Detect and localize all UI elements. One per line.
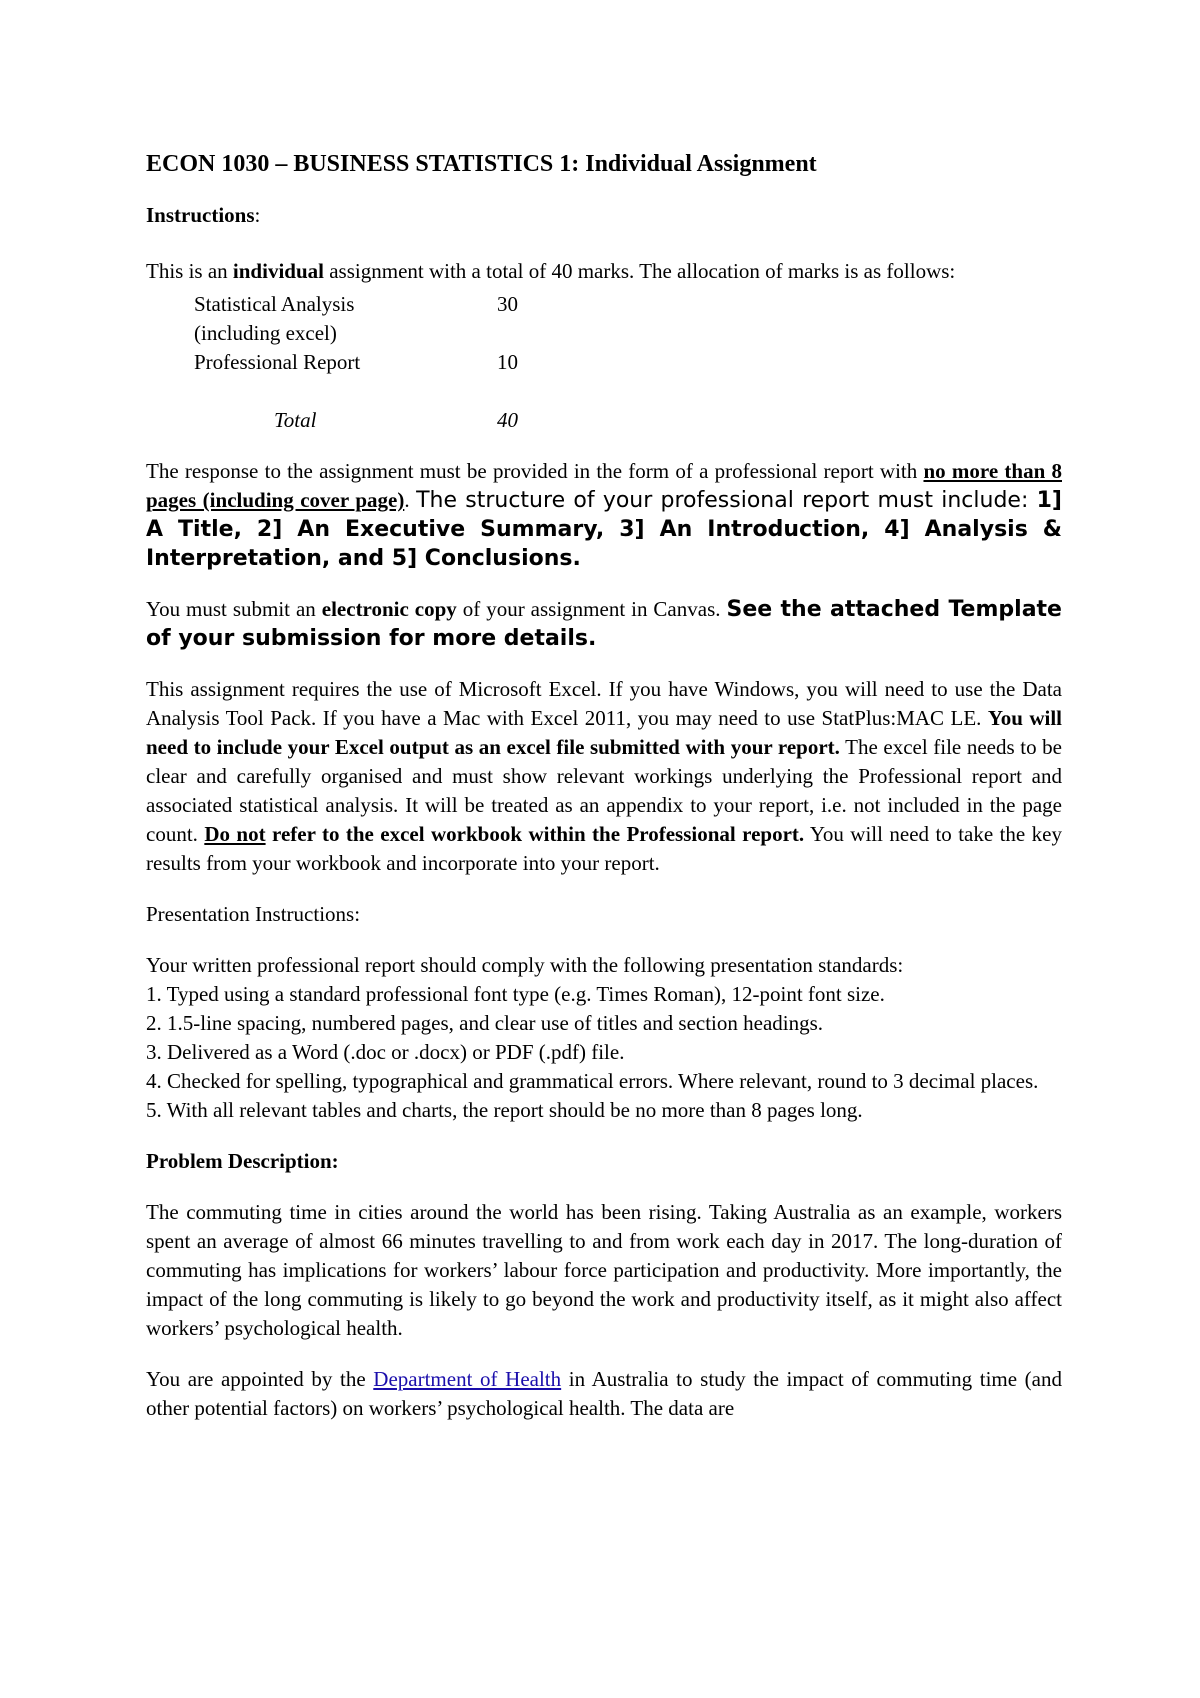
problem-text-1: You are appointed by the bbox=[146, 1367, 374, 1391]
intro-text-2: assignment with a total of 40 marks. The allocation of marks is as follows: bbox=[323, 259, 956, 283]
marks-label-sub: (including excel) bbox=[194, 321, 337, 345]
marks-table bbox=[194, 290, 1062, 435]
presentation-item: 2. 1.5-line spacing, numbered pages, and clear use of titles and section headings. bbox=[146, 1011, 824, 1035]
presentation-list bbox=[146, 951, 1062, 1125]
submit-paragraph bbox=[146, 595, 1062, 653]
marks-total-label: Total bbox=[274, 408, 317, 432]
presentation-heading: Presentation Instructions: bbox=[146, 902, 361, 926]
problem-text-2: in Australia to study the impact of commuting time (and other potential factors) on workers’ psychological health. The data are bbox=[146, 1367, 1062, 1420]
problem-heading: Problem Description: bbox=[146, 1149, 339, 1173]
excel-text-1: This assignment requires the use of Microsoft Excel. If you have Windows, you will need to use the Data Analysis Tool Pack. If you have a Mac with Excel 2011, you may need to use StatPlus:MAC LE. bbox=[146, 677, 1062, 730]
response-paragraph bbox=[146, 457, 1062, 573]
presentation-item: 5. With all relevant tables and charts, the report should be no more than 8 pages long. bbox=[146, 1098, 863, 1122]
intro-bold: individual bbox=[232, 259, 324, 283]
excel-text-2: The excel file needs to be clear and carefully organised and must show relevant workings underlying the Professional report and associated statistical analysis. It will be treated as an appendix to your report, i.e. not included in the page count. bbox=[146, 735, 1062, 846]
presentation-item: 1. Typed using a standard professional font type (e.g. Times Roman), 12-point font size. bbox=[146, 982, 885, 1006]
excel-bold-1: You will need to include your Excel output as an excel file submitted with your report. bbox=[146, 706, 1063, 759]
marks-value: 30 bbox=[497, 292, 518, 316]
instructions-heading bbox=[146, 201, 1062, 230]
instructions-heading-text: Instructions bbox=[146, 203, 255, 227]
marks-row-report bbox=[194, 348, 1062, 377]
presentation-intro: Your written professional report should comply with the following presentation standards: bbox=[146, 953, 904, 977]
marks-label: Professional Report bbox=[194, 350, 361, 374]
presentation-item: 3. Delivered as a Word (.doc or .docx) or PDF (.pdf) file. bbox=[146, 1040, 625, 1064]
marks-row-statistical-sub bbox=[194, 319, 1062, 348]
response-text-2: . bbox=[404, 488, 417, 512]
response-text-1: The response to the assignment must be provided in the form of a professional report with bbox=[146, 459, 924, 483]
intro-text-1: This is an bbox=[146, 259, 233, 283]
intro-paragraph bbox=[146, 257, 1062, 286]
problem-paragraph-2 bbox=[146, 1365, 1062, 1423]
excel-bold-2: refer to the excel workbook within the Professional report. bbox=[265, 822, 805, 846]
submit-bold: electronic copy bbox=[321, 597, 457, 621]
excel-paragraph bbox=[146, 675, 1062, 878]
instructions-colon: : bbox=[254, 203, 261, 227]
marks-row-total bbox=[194, 406, 1062, 435]
response-page-limit: no more than 8 pages (including cover page) bbox=[146, 459, 1062, 512]
department-of-health-link[interactable]: Department of Health bbox=[373, 1367, 562, 1391]
presentation-item: 4. Checked for spelling, typographical and grammatical errors. Where relevant, round to 3 decimal places. bbox=[146, 1069, 1039, 1093]
document-body bbox=[146, 146, 1062, 1445]
marks-spacer bbox=[194, 377, 1062, 406]
submit-text-2: of your assignment in Canvas. bbox=[456, 597, 727, 621]
excel-do-not: Do not bbox=[204, 822, 266, 846]
problem-paragraph-1: The commuting time in cities around the world has been rising. Taking Australia as an example, workers spent an average of almost 66 minutes travelling to and from work each day in 2017. The long-duration of commuting has implications for workers’ labour force participation and productivity. More importantly, the impact of the long commuting is likely to go beyond the work and productivity itself, as it might also affect workers’ psychological health. bbox=[146, 1200, 1062, 1340]
submit-text-1: You must submit an bbox=[146, 597, 322, 621]
marks-row-statistical bbox=[194, 290, 1062, 319]
response-structure-text: The structure of your professional report must include: bbox=[416, 488, 1037, 513]
submit-template-note: See the attached Template of your submission for more details. bbox=[146, 597, 1062, 651]
document-title: ECON 1030 – BUSINESS STATISTICS 1: Individual Assignment bbox=[146, 151, 817, 177]
marks-value: 10 bbox=[497, 350, 518, 374]
marks-label: Statistical Analysis bbox=[194, 292, 355, 316]
marks-total-value: 40 bbox=[497, 408, 518, 432]
excel-text-3: You will need to take the key results from your workbook and incorporate into your report. bbox=[146, 822, 1062, 875]
response-structure-list: 1] A Title, 2] An Executive Summary, 3] An Introduction, 4] Analysis & Interpretation, and 5] Conclusions. bbox=[146, 488, 1062, 571]
